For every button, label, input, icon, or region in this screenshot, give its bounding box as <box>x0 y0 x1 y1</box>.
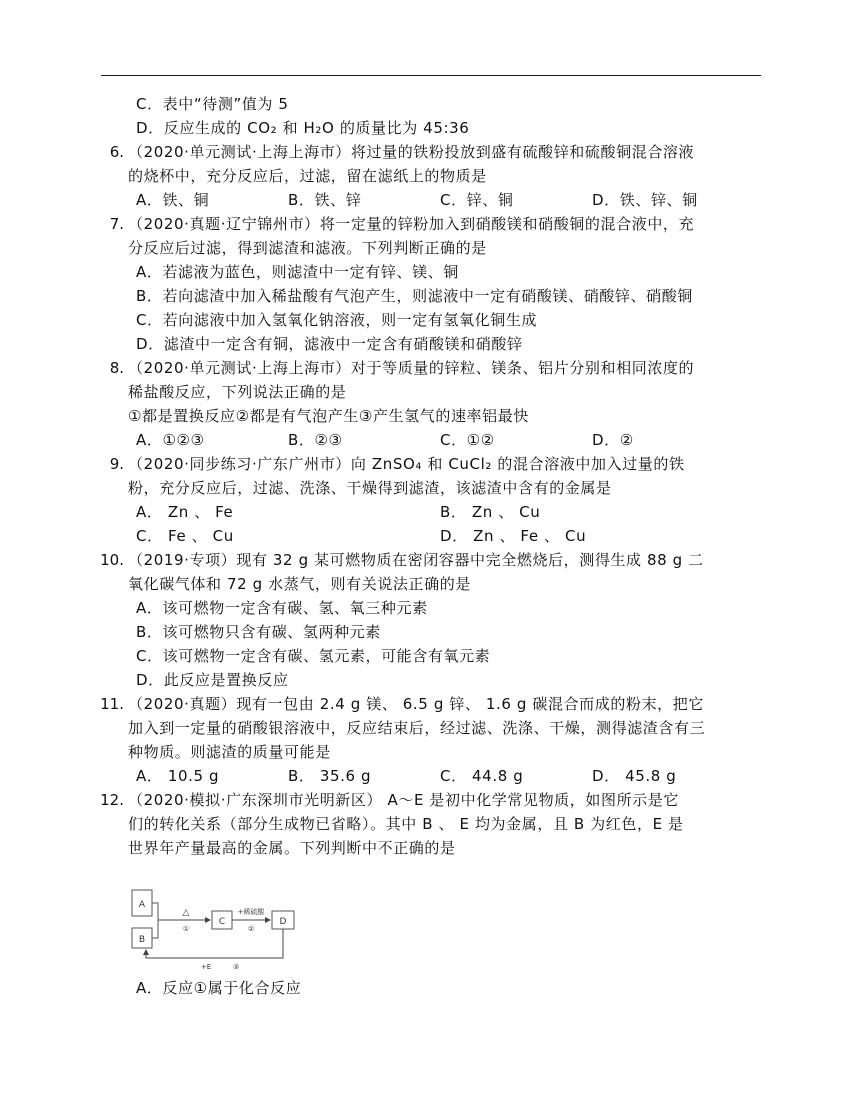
q6-option-c: C．锌、铜 <box>440 191 514 209</box>
q6-option-a: A．铁、铜 <box>136 191 210 209</box>
q12-option-a: A．反应①属于化合反应 <box>136 979 302 997</box>
q9-number: 9. <box>109 455 124 473</box>
arrow-3-step: ③ <box>232 963 240 971</box>
q8-option-c: C．①② <box>440 431 495 449</box>
q6-number: 6. <box>109 143 124 161</box>
arrow-2-step: ② <box>247 925 255 933</box>
q7-option-a: A．若滤液为蓝色，则滤渣中一定有锌、镁、铜 <box>136 263 459 281</box>
q5-option-c: C．表中“待测”值为 5 <box>136 95 289 113</box>
q10-option-b: B．该可燃物只含有碳、氢两种元素 <box>136 623 381 641</box>
q6-stem-line2: 的烧杯中，充分反应后，过滤，留在滤纸上的物质是 <box>128 167 487 185</box>
q8-number: 8. <box>109 359 124 377</box>
q11-option-c: C． 44.8 g <box>440 767 524 785</box>
q9-option-c: C． Fe 、 Cu <box>136 527 234 545</box>
box-d-label: D <box>279 917 287 927</box>
q10-number: 10. <box>100 551 124 569</box>
q8-option-b: B．②③ <box>288 431 343 449</box>
q11-option-b: B． 35.6 g <box>288 767 372 785</box>
brace-line <box>152 903 158 938</box>
q8-option-a: A．①②③ <box>136 431 205 449</box>
q6-stem-line1: （2020·单元测试·上海上海市）将过量的铁粉投放到盛有硫酸锌和硫酸铜混合溶液 <box>128 143 695 161</box>
q7-option-d: D．滤渣中一定含有铜，滤液中一定含有硝酸镁和硝酸锌 <box>136 335 523 353</box>
q7-number: 7. <box>109 215 124 233</box>
box-c-label: C <box>218 917 226 927</box>
q9-stem-line1: （2020·同步练习·广东广州市）向 ZnSO₄ 和 CuCl₂ 的混合溶液中加入过量的铁 <box>128 455 685 473</box>
q7-stem-line1: （2020·真题·辽宁锦州市）将一定量的锌粉加入到硝酸镁和硝酸铜的混合液中，充 <box>128 215 695 233</box>
q7-stem-line2: 分反应后过滤，得到滤渣和滤液。下列判断正确的是 <box>128 239 487 257</box>
q8-option-d: D．② <box>592 431 634 449</box>
q6-option-b: B．铁、锌 <box>288 191 362 209</box>
q9-option-a: A． Zn 、 Fe <box>136 503 234 521</box>
q10-option-c: C．该可燃物一定含有碳、氢元素，可能含有氧元素 <box>136 647 491 665</box>
q7-option-c: C．若向滤液中加入氢氧化钠溶液，则一定有氢氧化铜生成 <box>136 311 538 329</box>
q11-stem-line1: （2020·真题）现有一包由 2.4 g 镁、 6.5 g 锌、 1.6 g 碳混合而成的粉末，把它 <box>128 695 704 713</box>
q11-stem-line2: 加入到一定量的硝酸银溶液中，反应结束后，经过滤、洗涤、干燥，测得滤渣含有三 <box>128 719 706 737</box>
q6-option-d: D．铁、锌、铜 <box>592 191 698 209</box>
q12-stem-line3: 世界年产量最高的金属。下列判断中不正确的是 <box>128 839 456 857</box>
header-rule <box>101 75 761 76</box>
arrow-2-reagent: +稀硫酸 <box>237 908 265 916</box>
arrow-3-reagent: +E <box>200 963 212 971</box>
q11-option-a: A． 10.5 g <box>136 767 220 785</box>
q12-transformation-diagram <box>128 886 298 974</box>
q8-stem-line2: 稀盐酸反应，下列说法正确的是 <box>128 383 347 401</box>
arrow-1-step: ① <box>182 925 190 933</box>
box-b-label: B <box>138 935 146 945</box>
q5-option-d: D．反应生成的 CO₂ 和 H₂O 的质量比为 45:36 <box>136 119 470 137</box>
q9-option-b: B． Zn 、 Cu <box>440 503 541 521</box>
q11-number: 11. <box>100 695 124 713</box>
q8-stem-line1: （2020·单元测试·上海上海市）对于等质量的锌粒、镁条、铝片分别和相同浓度的 <box>128 359 695 377</box>
q12-stem-line1: （2020·模拟·广东深圳市光明新区） A～E 是初中化学常见物质，如图所示是它 <box>128 791 679 809</box>
q10-stem-line1: （2019·专项）现有 32 g 某可燃物质在密闭容器中完全燃烧后，测得生成 88 g 二 <box>128 551 704 569</box>
q9-option-d: D． Zn 、 Fe 、 Cu <box>440 527 587 545</box>
arrow-3 <box>146 929 283 958</box>
q7-option-b: B．若向滤渣中加入稀盐酸有气泡产生，则滤液中一定有硝酸镁、硝酸锌、硝酸铜 <box>136 287 693 305</box>
q11-stem-line3: 种物质。则滤渣的质量可能是 <box>128 743 331 761</box>
q8-statements: ①都是置换反应②都是有气泡产生③产生氢气的速率铝最快 <box>128 407 529 425</box>
q12-stem-line2: 们的转化关系（部分生成物已省略）。其中 B 、 E 均为金属，且 B 为红色，E 是 <box>128 815 684 833</box>
q12-number: 12. <box>100 791 124 809</box>
q10-option-d: D．此反应是置换反应 <box>136 671 289 689</box>
arrow-1-condition: △ <box>182 908 190 918</box>
q10-option-a: A．该可燃物一定含有碳、氢、氧三种元素 <box>136 599 428 617</box>
q11-option-d: D． 45.8 g <box>592 767 677 785</box>
q10-stem-line2: 氧化碳气体和 72 g 水蒸气，则有关说法正确的是 <box>128 575 471 593</box>
box-a-label: A <box>138 900 146 910</box>
q9-stem-line2: 粉，充分反应后，过滤、洗涤、干燥得到滤渣，该滤渣中含有的金属是 <box>128 479 612 497</box>
